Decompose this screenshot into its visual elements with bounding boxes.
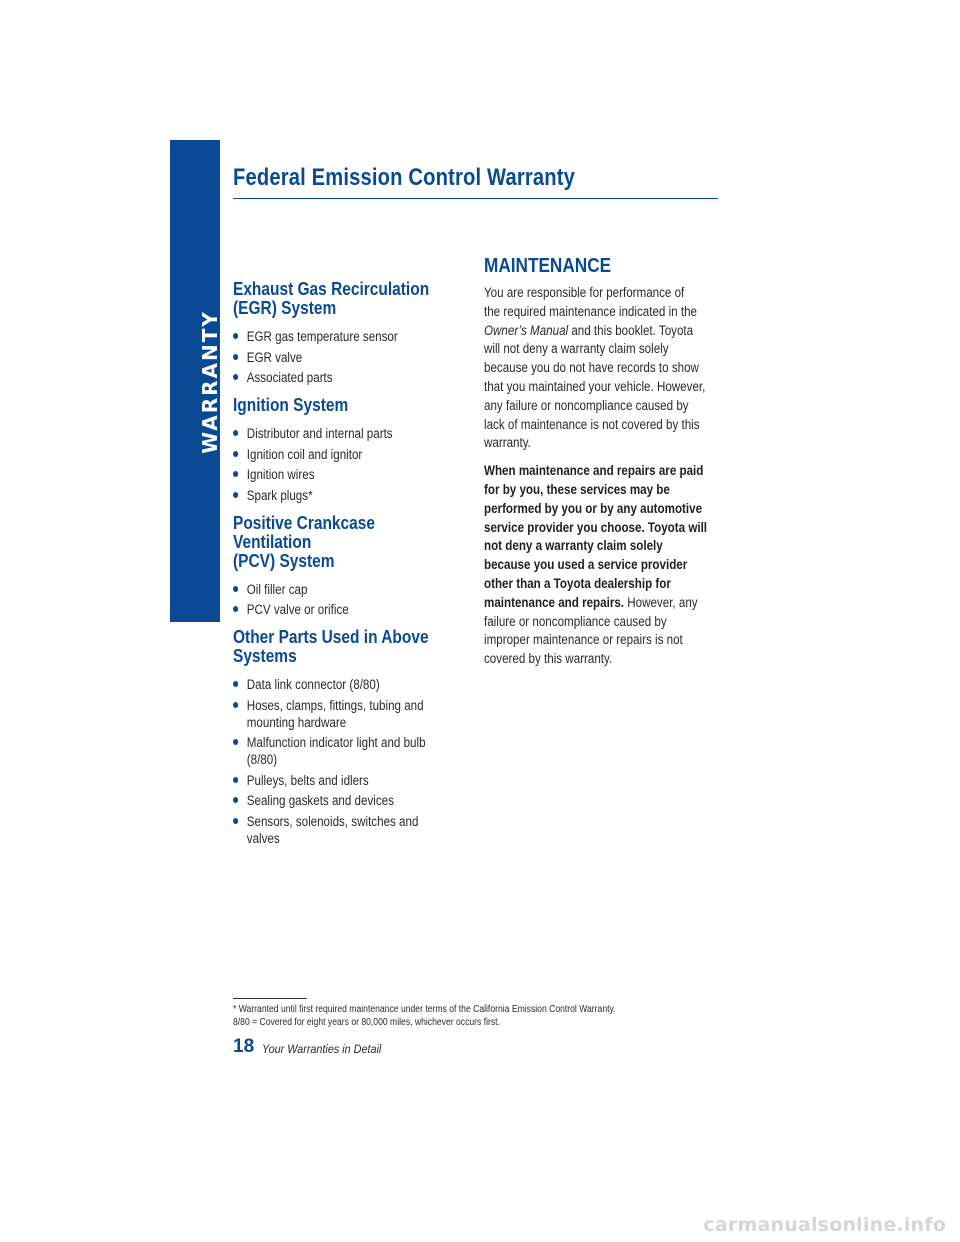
bullet-item-text: Malfunction indicator light and bulb — [246, 735, 426, 750]
bold-paragraph-line: for by you, these services may be — [484, 481, 670, 497]
bullet-dot-icon — [233, 586, 238, 592]
bullet-list — [233, 676, 457, 847]
paragraph-line: because you do not have records to show — [484, 360, 699, 376]
bold-paragraph-line: When maintenance and repairs are paid — [484, 463, 704, 479]
bullet-dot-icon — [233, 818, 238, 824]
bullet-item-text: Data link connector (8/80) — [246, 677, 380, 692]
paragraph-line: covered by this warranty. — [484, 651, 613, 667]
bullet-item — [233, 487, 457, 504]
paragraph-line: failure or noncompliance caused by — [484, 613, 667, 629]
bullet-dot-icon — [233, 374, 238, 380]
bullet-dot-icon — [233, 492, 238, 498]
bullet-item — [233, 792, 457, 809]
bullet-item-text: Hoses, clamps, fittings, tubing and — [246, 697, 424, 713]
paragraph-line: improper maintenance or repairs is not — [484, 632, 683, 648]
section-heading-line: Positive Crankcase Ventilation — [233, 512, 375, 552]
section-heading-line: Other Parts Used in Above — [233, 627, 429, 647]
owners-manual-title: Owner’s Manual — [484, 322, 569, 338]
bullet-item — [233, 369, 457, 386]
bullet-item — [233, 813, 457, 847]
bullet-item-text: EGR gas temperature sensor — [246, 329, 398, 344]
bullet-item-text: EGR valve — [246, 349, 303, 365]
bullet-item — [233, 425, 457, 442]
bullet-item-text: PCV valve or orifice — [246, 602, 349, 617]
bullet-item-text: Associated parts — [246, 370, 333, 385]
bullet-item-text: Sealing gaskets and devices — [246, 793, 394, 808]
bullet-item-text: mounting hardware — [246, 714, 347, 730]
paragraph-line: However, any — [624, 594, 698, 610]
bullet-list — [233, 581, 457, 619]
section-heading-line: Ignition System — [233, 395, 349, 415]
maintenance-heading: MAINTENANCE — [484, 255, 612, 277]
section — [233, 628, 457, 847]
left-column — [233, 280, 458, 850]
right-column — [484, 254, 719, 669]
bullet-item-text: Ignition wires — [246, 467, 315, 482]
paragraph-line: warranty. — [484, 435, 531, 451]
footnote: * Warranted until first required maintenance under terms of the California Emission Control Warranty. — [233, 1004, 616, 1015]
section — [233, 396, 457, 504]
running-footer: Your Warranties in Detail — [262, 1042, 382, 1056]
section-heading — [233, 396, 457, 415]
bullet-dot-icon — [233, 333, 238, 339]
bullet-dot-icon — [233, 451, 238, 457]
bold-paragraph-line: not deny a warranty claim solely — [484, 538, 663, 554]
footnotes — [233, 1004, 715, 1029]
maintenance-paragraph-2 — [484, 462, 718, 669]
section-heading-line: (PCV) System — [233, 550, 335, 571]
section-heading-line: Systems — [233, 646, 297, 666]
section-heading — [233, 280, 457, 318]
bullet-item — [233, 446, 457, 463]
paragraph-line: any failure or noncompliance caused by — [484, 397, 689, 413]
bullet-item-text: valves — [246, 830, 280, 846]
paragraph-line: that you maintained your vehicle. However, — [484, 378, 706, 394]
bold-paragraph-line: because you used a service provider — [484, 557, 688, 573]
bullet-item-text: Pulleys, belts and idlers — [246, 772, 369, 788]
page-number: 18 — [233, 1036, 255, 1057]
bullet-dot-icon — [233, 739, 238, 745]
bullet-list — [233, 328, 457, 386]
paragraph-line: the required maintenance indicated in the — [484, 303, 697, 319]
bullet-item-text: Spark plugs* — [246, 487, 313, 503]
watermark: carmanualsonline.info — [703, 1214, 946, 1236]
bullet-item — [233, 697, 457, 731]
bullet-dot-icon — [233, 797, 238, 803]
maintenance-paragraph-1: You are responsible for performance of the required maintenance indicated in the Owner’s Manual and this booklet. Toyota will not deny a warranty claim solely because you do not have records to show that you maintained your vehicle. However, any failure or noncompliance caused by lack of maintenance is not covered by this warranty. — [484, 285, 706, 451]
bullet-dot-icon — [233, 702, 238, 708]
bullet-item-text: (8/80) — [246, 752, 278, 767]
bullet-item — [233, 676, 457, 693]
bullet-item-text: Ignition coil and ignitor — [246, 446, 363, 462]
section-heading-line: (EGR) System — [233, 298, 337, 318]
paragraph-line: will not deny a warranty claim solely — [484, 341, 669, 357]
bullet-dot-icon — [233, 681, 238, 687]
bullet-item — [233, 772, 457, 789]
bullet-item-text: Sensors, solenoids, switches and — [246, 813, 419, 829]
bullet-item — [233, 734, 457, 768]
bullet-item-text: Distributor and internal parts — [246, 426, 393, 441]
paragraph-line: lack of maintenance is not covered by this — [484, 416, 700, 432]
bullet-item — [233, 466, 457, 483]
section-heading-line: Exhaust Gas Recirculation — [233, 279, 430, 299]
bullet-dot-icon — [233, 430, 238, 436]
bullet-list — [233, 425, 457, 504]
bullet-item — [233, 581, 457, 598]
page-title: Federal Emission Control Warranty — [233, 164, 575, 191]
bullet-dot-icon — [233, 471, 238, 477]
bullet-item-text: Oil filler cap — [246, 581, 308, 597]
bold-paragraph-line: performed by you or by any automotive — [484, 500, 703, 516]
footnote: 8/80 = Covered for eight years or 80,000 miles, whichever occurs first. — [233, 1016, 500, 1028]
section-heading — [233, 514, 457, 571]
section — [233, 280, 457, 386]
bold-paragraph-line: other than a Toyota dealership for — [484, 575, 671, 591]
bold-paragraph-line: service provider you choose. Toyota will — [484, 519, 708, 535]
bullet-dot-icon — [233, 606, 238, 612]
bullet-item — [233, 328, 457, 345]
bold-paragraph-line: maintenance and repairs. — [484, 594, 625, 610]
section — [233, 514, 457, 619]
section-heading — [233, 628, 457, 666]
bullet-item — [233, 349, 457, 366]
bullet-dot-icon — [233, 777, 238, 783]
title-rule — [233, 198, 718, 199]
paragraph-line: You are responsible for performance of — [484, 285, 685, 300]
bullet-dot-icon — [233, 354, 238, 360]
bullet-item — [233, 601, 457, 618]
side-tab-label: WARRANTY — [198, 310, 222, 454]
footnote-rule — [233, 998, 307, 999]
